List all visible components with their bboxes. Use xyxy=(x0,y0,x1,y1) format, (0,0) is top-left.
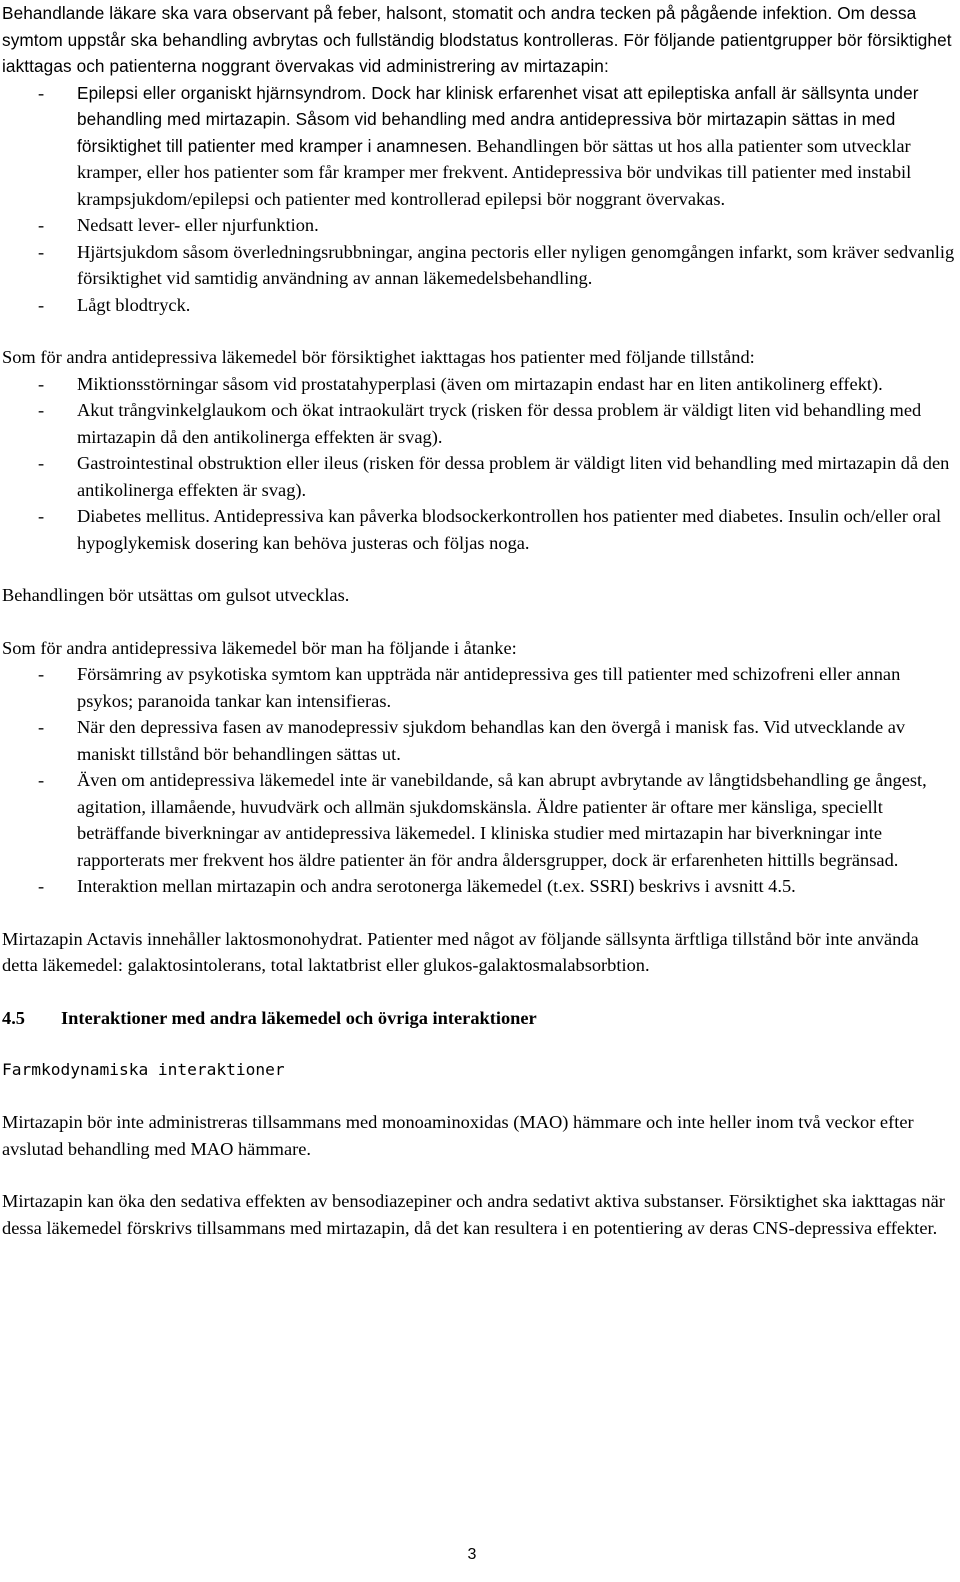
dash-bullet: - xyxy=(38,453,45,473)
dash-bullet: - xyxy=(38,717,45,737)
list-item xyxy=(2,371,958,398)
list-item-text: Nedsatt lever- eller njurfunktion. xyxy=(77,215,319,235)
list-item xyxy=(2,503,958,556)
list-item-text: Även om antidepressiva läkemedel inte är vanebildande, så kan abrupt avbrytande av långtidsbehandling ge ångest, agitation, illamående, huvudvärk och allmän sjukdomskänsla. Äldre patienter är oftare mer känsliga, speciellt beträffande biverkningar av antidepressiva läkemedel. I kliniska studier med mirtazapin har biverkningar inte rapporterats mer frekvent hos äldre patienter än för andra åldersgrupper, dock är erfarenheten hittills begränsad. xyxy=(77,770,927,870)
list-item xyxy=(2,80,958,213)
list-item-text: Epilepsi eller organiskt hjärnsyndrom. Dock har klinisk erfarenhet visat att epileptiska anfall är sällsynta under behandling med mirtazapin. Såsom vid behandling med andra antidepressiva bör mirtazapin sättas in med försiktighet till patienter med kramper i anamnesen. xyxy=(77,82,919,156)
list-item-text: Diabetes mellitus. Antidepressiva kan påverka blodsockerkontrollen hos patienter med diabetes. Insulin och/eller oral hypoglykemisk dosering kan behöva justeras och följas noga. xyxy=(77,506,942,553)
list-item-text: Försämring av psykotiska symtom kan uppträda när antidepressiva ges till patienter med schizofreni eller annan psykos; paranoida tankar kan intensifieras. xyxy=(77,664,901,711)
dash-bullet: - xyxy=(38,294,45,315)
list-item xyxy=(2,873,958,900)
dash-bullet: - xyxy=(38,82,45,103)
sedative-paragraph: Mirtazapin kan öka den sedativa effekten av bensodiazepiner och andra sedativt aktiva substanser. Försiktighet ska iakttagas när dessa läkemedel förskrivs tillsammans med mirtazapin, då det kan resultera i en potentiering av deras CNS-depressiva effekter. xyxy=(2,1191,945,1238)
list-item-text: Akut trångvinkelglaukom och ökat intraokulärt tryck (risken för dessa problem är väldigt liten vid behandling med mirtazapin då den antikolinerga effekten är svag). xyxy=(77,400,922,447)
intro-paragraph: Behandlande läkare ska vara observant på feber, halsont, stomatit och andra tecken på pågående infektion. Om dessa symtom uppstår ska behandling avbrytas och fullständig blodstatus kontrolleras. För följande patientgrupper bör försiktighet iakttagas och patienterna noggrant övervakas vid administrering av mirtazapin: xyxy=(2,3,952,76)
dash-bullet: - xyxy=(38,876,45,896)
list-item-text-cont: Behandlingen bör sättas ut hos alla patienter som utvecklar kramper, eller hos patienter som får kramper mer frekvent. Antidepressiva bör undvikas till patienter med instabil krampsjukdom/epilepsi och patienter med kontrollerad epilepsi bör noggrant övervakas. xyxy=(77,135,912,209)
list-item-text: Hjärtsjukdom såsom överledningsrubbningar, angina pectoris eller nyligen genomgången infarkt, som kräver sedvanlig försiktighet vid samtidig användning av annan läkemedelsbehandling. xyxy=(77,241,955,288)
lactose-paragraph: Mirtazapin Actavis innehåller laktosmonohydrat. Patienter med något av följande sällsynta ärftliga tillstånd bör inte använda detta läkemedel: galaktosintolerans, total laktatbrist eller glukos-galaktosmalabsorbtion. xyxy=(2,928,919,975)
caution-paragraph: Som för andra antidepressiva läkemedel bör försiktighet iakttagas hos patienter med följande tillstånd: xyxy=(2,347,755,367)
list-item-text: När den depressiva fasen av manodepressiv sjukdom behandlas kan den övergå i manisk fas. Vid utvecklande av maniskt tillstånd bör behandlingen sättas ut. xyxy=(77,717,906,764)
subheading: Farmkodynamiska interaktioner xyxy=(2,1060,285,1079)
dash-bullet: - xyxy=(38,664,45,684)
list-item xyxy=(2,714,958,767)
list-item xyxy=(2,292,958,319)
consider-list xyxy=(2,661,958,900)
page-number: 3 xyxy=(467,1546,477,1563)
section-number: 4.5 xyxy=(2,1007,25,1028)
caution-list xyxy=(2,371,958,557)
dash-bullet: - xyxy=(38,400,45,420)
section-heading xyxy=(2,1005,958,1032)
list-item-text: Interaktion mellan mirtazapin och andra serotonerga läkemedel (t.ex. SSRI) beskrivs i avsnitt 4.5. xyxy=(77,876,796,896)
list-item xyxy=(2,767,958,873)
jaundice-paragraph: Behandlingen bör utsättas om gulsot utvecklas. xyxy=(2,585,350,605)
list-item xyxy=(2,239,958,292)
list-item-text: Miktionsstörningar såsom vid prostatahyperplasi (även om mirtazapin endast har en liten antikolinerg effekt). xyxy=(77,373,883,394)
dash-bullet: - xyxy=(38,215,45,235)
dash-bullet: - xyxy=(38,770,45,790)
dash-bullet: - xyxy=(38,506,45,526)
list-item-text: Gastrointestinal obstruktion eller ileus (risken för dessa problem är väldigt liten vid behandling med mirtazapin då den antikolinerga effekten är svag). xyxy=(77,453,950,500)
list-item-text: Lågt blodtryck. xyxy=(77,294,191,315)
mao-paragraph: Mirtazapin bör inte administreras tillsammans med monoaminoxidas (MAO) hämmare och inte heller inom två veckor efter avslutad behandling med MAO hämmare. xyxy=(2,1112,914,1159)
dash-bullet: - xyxy=(38,241,45,262)
list-item xyxy=(2,397,958,450)
list-item xyxy=(2,450,958,503)
consider-paragraph: Som för andra antidepressiva läkemedel bör man ha följande i åtanke: xyxy=(2,637,517,658)
dash-bullet: - xyxy=(38,373,45,394)
risk-group-list xyxy=(2,80,958,319)
list-item xyxy=(2,212,958,239)
list-item xyxy=(2,661,958,714)
section-title: Interaktioner med andra läkemedel och övriga interaktioner xyxy=(61,1007,537,1028)
